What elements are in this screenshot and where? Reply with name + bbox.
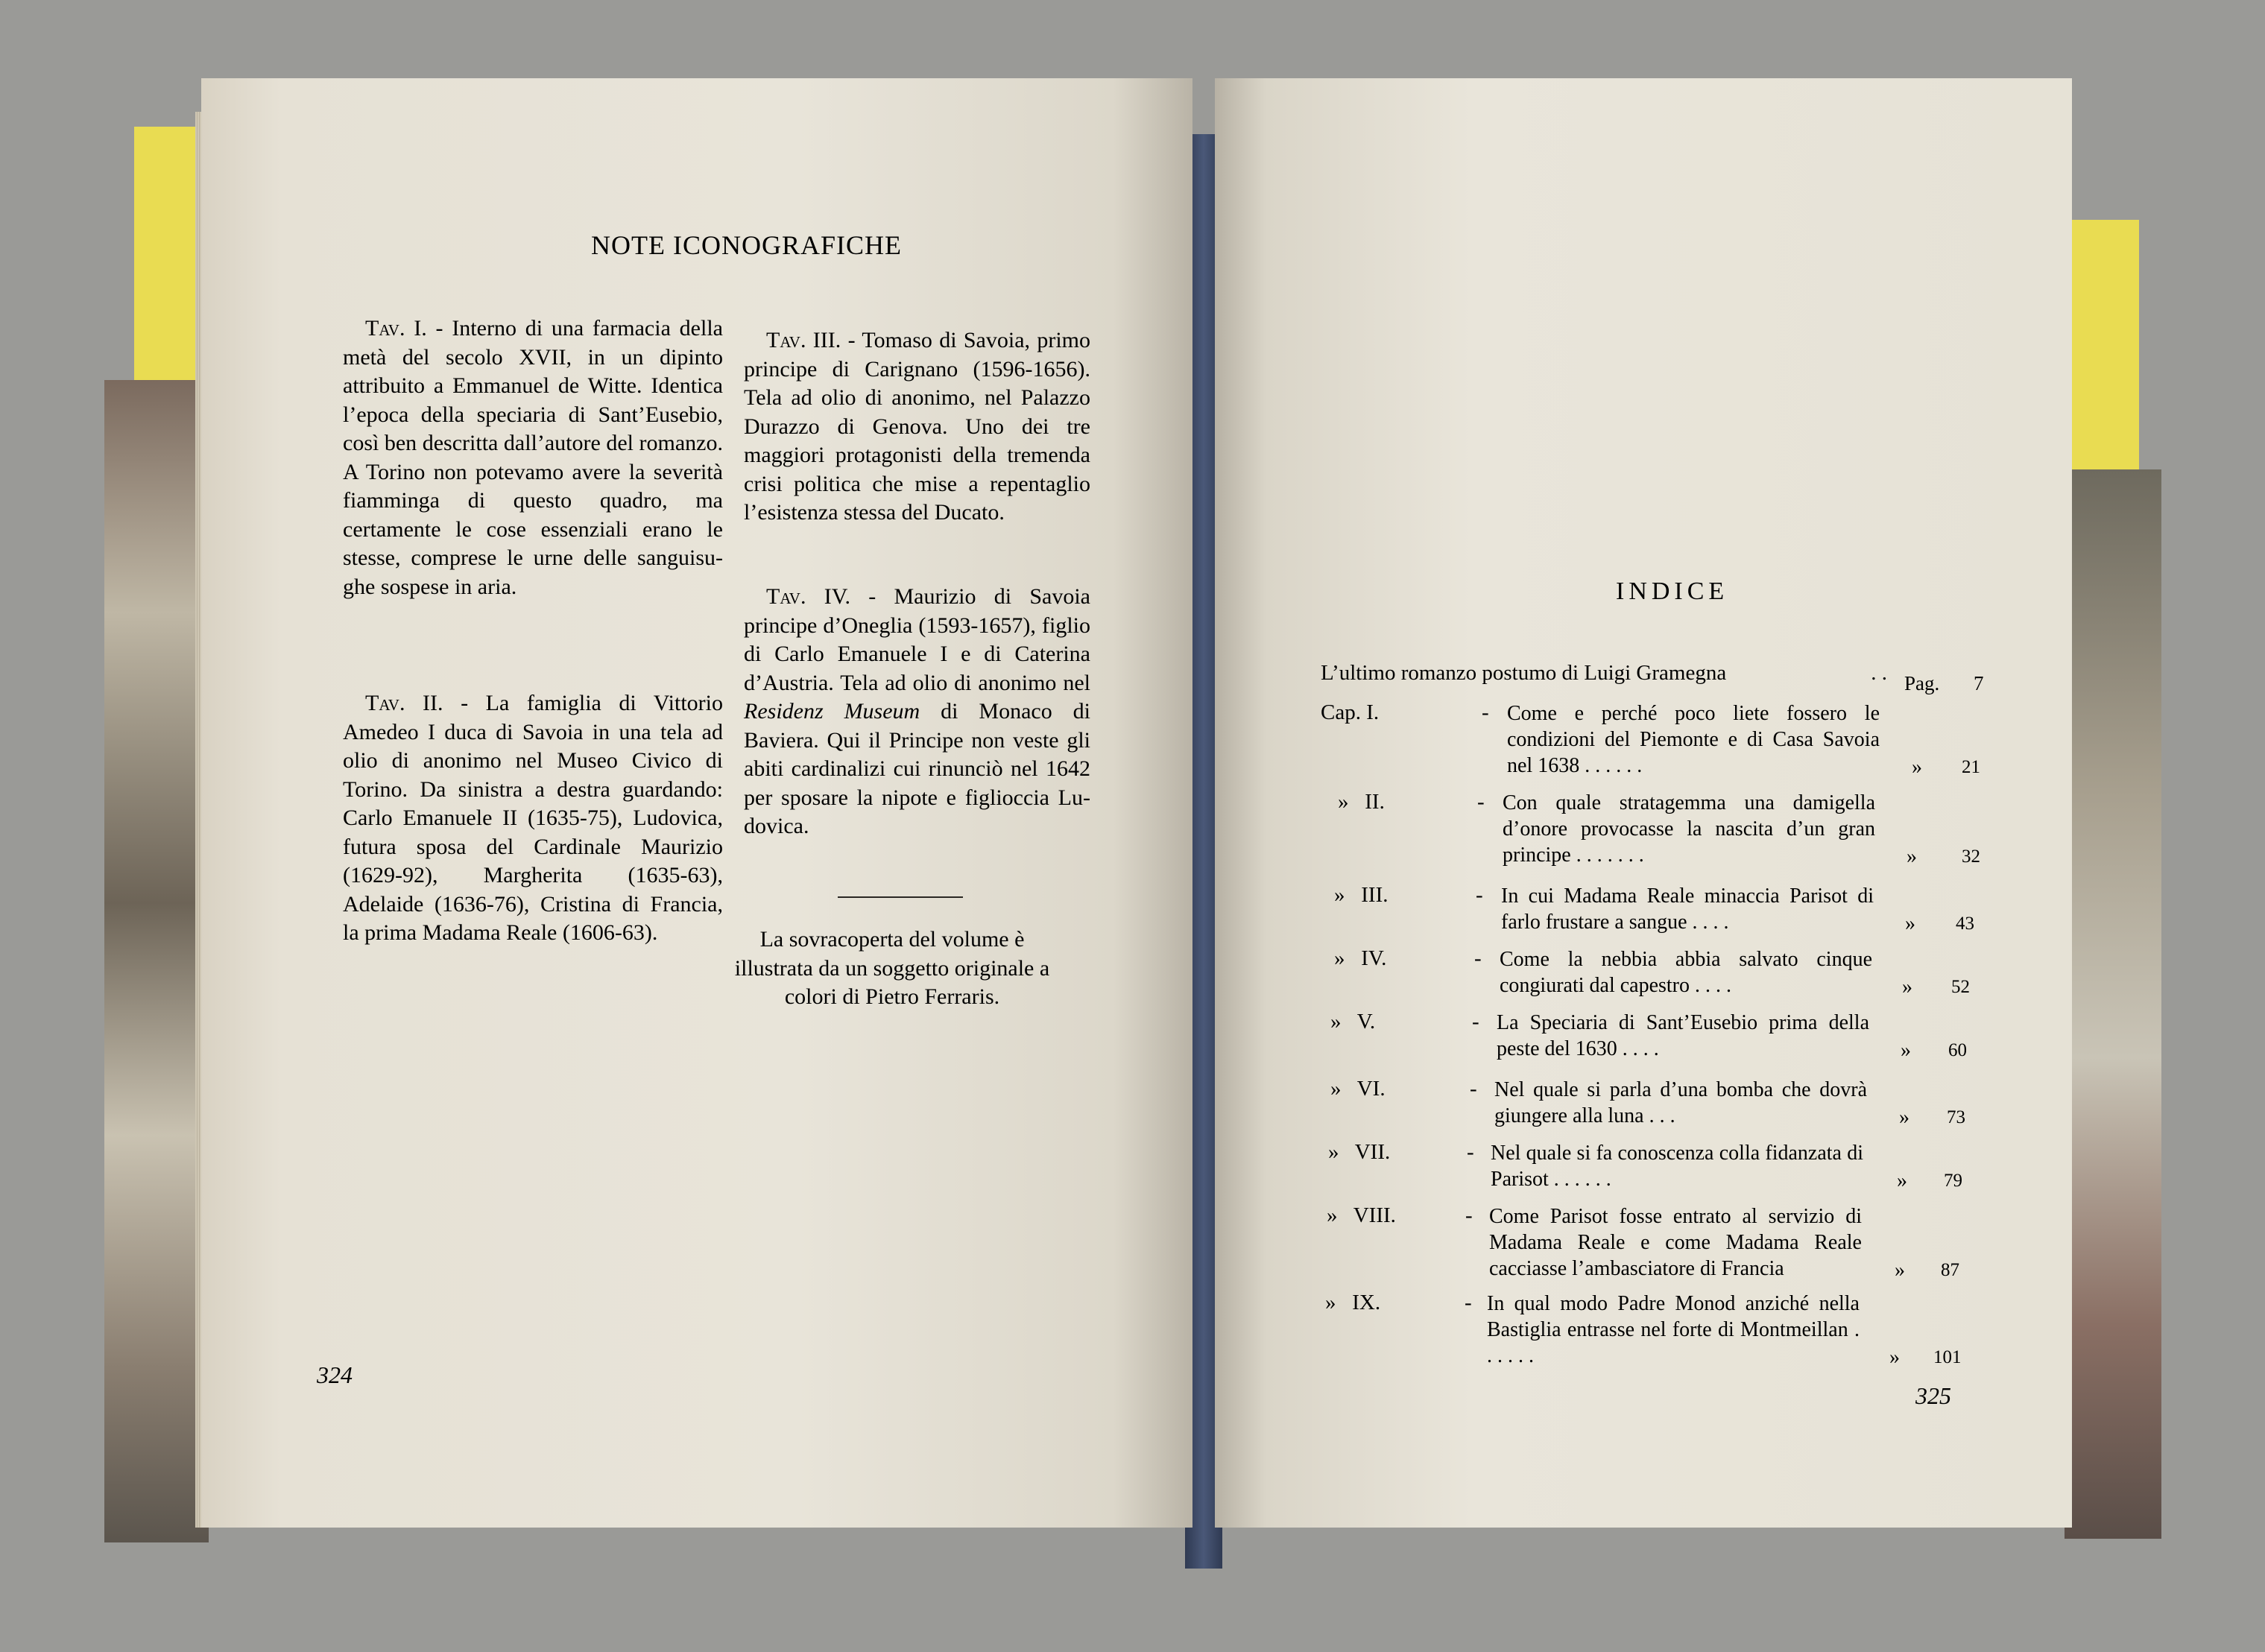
page-marker: » bbox=[1895, 1259, 1905, 1282]
chapter-number: » VI. bbox=[1330, 1077, 1386, 1101]
chapter-number: » II. bbox=[1338, 790, 1385, 814]
chapter-dash: - bbox=[1482, 700, 1489, 724]
chapter-title: Come Parisot fosse entrato al servizio di Madama Reale e come Madama Reale cacciasse l’ambasciatore di Francia bbox=[1489, 1205, 1862, 1280]
cover-edge-right bbox=[2065, 220, 2139, 473]
intro-page: 7 bbox=[1974, 672, 1984, 694]
chapter-dash: - bbox=[1477, 790, 1485, 814]
page-marker: » bbox=[1897, 1169, 1907, 1192]
index-title: INDICE bbox=[1616, 577, 1729, 605]
chapter-title: La Speciaria di Sant’Eusebio prima della peste del 1630 . . . . bbox=[1497, 1011, 1869, 1060]
page-marker: » bbox=[1902, 975, 1912, 999]
chapter-page: 32 bbox=[1962, 846, 1980, 867]
chapter-title: Nel quale si fa conoscenza colla fidanzata di Parisot . . . . . . bbox=[1491, 1142, 1863, 1191]
chapter-dash: - bbox=[1465, 1203, 1473, 1227]
intro-text: L’ultimo romanzo postumo di Luigi Gramegna bbox=[1321, 661, 1727, 685]
chapter-page: 52 bbox=[1951, 977, 1970, 997]
chapter-dash: - bbox=[1474, 946, 1482, 970]
page-number-left: 324 bbox=[317, 1361, 353, 1388]
cover-note: La sovracoperta del volume è illustrata da un soggetto originale a colori di Pietro Ferraris. bbox=[734, 927, 1050, 1009]
chapter-number: » V. bbox=[1330, 1010, 1376, 1034]
chapter-title: Come e perché poco liete fossero le condizioni del Piemonte e di Casa Savoia nel 1638 . . . . . . bbox=[1507, 702, 1880, 777]
plate-note-1: Tav. I. - Interno di una farmacia della metà del secolo XVII, in un dipinto attribuito a Emmanuel de Witte. Identica l’epoca della speciaria di Sant’Eusebio, così ben descritta dall’autore del romanzo. A Torino non potevamo avere la severità fiamminga di questo quadro, ma certamente le cose essenziali erano le stesse, comprese le urne delle sanguisughe sospese in aria. bbox=[343, 316, 723, 599]
separator-rule bbox=[838, 896, 963, 898]
chapter-dash: - bbox=[1470, 1077, 1477, 1101]
chapter-page: 87 bbox=[1941, 1260, 1959, 1280]
plate-note-3: Tav. III. - Tomaso di Savoia, primo principe di Carignano (1596-1656). Tela ad olio di anonimo, nel Palazzo Durazzo di Genova. Uno dei tre maggiori protagonisti della tremenda crisi politica che mise a repentaglio l’esistenza stessa del Ducato. bbox=[744, 328, 1091, 525]
page-number-right: 325 bbox=[1915, 1382, 1951, 1409]
chapter-dash: - bbox=[1476, 883, 1483, 907]
plate-note-4: Tav. IV. - Maurizio di Savoia principe d’Oneglia (1593-1657), figlio di Carlo Emanuele I e di Caterina d’Austria. Tela ad olio di anonimo nel Residenz Museum di Monaco di Baviera. Qui il Principe non veste gli abiti cardinalizi cui rinunciò nel 1642 per sposare la nipote e figlioccia Ludovica. bbox=[744, 584, 1090, 838]
chapter-number: » IV. bbox=[1334, 946, 1387, 970]
page-marker: » bbox=[1907, 845, 1917, 868]
chapter-title: Nel quale si parla d’una bomba che dovrà giungere alla luna . . . bbox=[1494, 1078, 1867, 1127]
page-marker: » bbox=[1901, 1039, 1911, 1062]
chapter-title: Con quale stratagemma una damigella d’onore provocasse la nascita d’un gran principe . . . . . . . bbox=[1503, 791, 1875, 867]
page-marker: » bbox=[1912, 756, 1922, 779]
chapter-number: » VIII. bbox=[1327, 1203, 1396, 1227]
chapter-number: » III. bbox=[1334, 883, 1389, 907]
page-marker: » bbox=[1905, 912, 1915, 935]
pag-label: Pag. bbox=[1904, 672, 1940, 694]
page-marker: » bbox=[1899, 1106, 1909, 1129]
plate-note-2: Tav. II. - La famiglia di Vittorio Amedeo I duca di Savoia in una tela ad olio di anonimo nel Museo Civico di Torino. Da sinistra a destra guardando: Carlo Emanuele II (1635-75), Ludovica, futura sposa del Cardinale Maurizio (1629-92), Margherita (1635-63), Adelaide (1636-76), Cristina di Francia, la prima Madama Reale (1606-63). bbox=[343, 691, 723, 945]
chapter-dash: - bbox=[1467, 1140, 1474, 1164]
chapter-page: 43 bbox=[1956, 914, 1974, 934]
chapter-title: In qual modo Padre Monod anziché nella Bastiglia entrasse nel forte di Montmeillan . . . . . . bbox=[1487, 1292, 1860, 1367]
chapter-page: 21 bbox=[1962, 757, 1980, 777]
chapter-page: 73 bbox=[1947, 1107, 1965, 1127]
index-intro bbox=[1321, 659, 1887, 686]
chapter-dash: - bbox=[1472, 1010, 1479, 1034]
chapter-page: 79 bbox=[1944, 1171, 1962, 1191]
page-title: NOTE ICONOGRAFICHE bbox=[591, 230, 902, 260]
chapter-number: » VII. bbox=[1328, 1140, 1391, 1164]
page-marker: » bbox=[1889, 1346, 1900, 1369]
chapter-title: In cui Madama Reale minaccia Parisot di farlo frustare a sangue . . . . bbox=[1501, 884, 1874, 934]
cover-illustration-left bbox=[104, 380, 209, 1542]
intro-dots: . . bbox=[1871, 661, 1887, 685]
cover-illustration-right bbox=[2065, 469, 2161, 1539]
chapter-dash: - bbox=[1465, 1291, 1472, 1314]
chapter-page: 60 bbox=[1948, 1040, 1967, 1060]
chapter-number: » IX. bbox=[1325, 1291, 1381, 1314]
chapter-page: 101 bbox=[1933, 1347, 1962, 1367]
chapter-title: Come la nebbia abbia salvato cinque congiurati dal capestro . . . . bbox=[1500, 948, 1872, 997]
chapter-number: Cap. I. bbox=[1321, 700, 1380, 724]
